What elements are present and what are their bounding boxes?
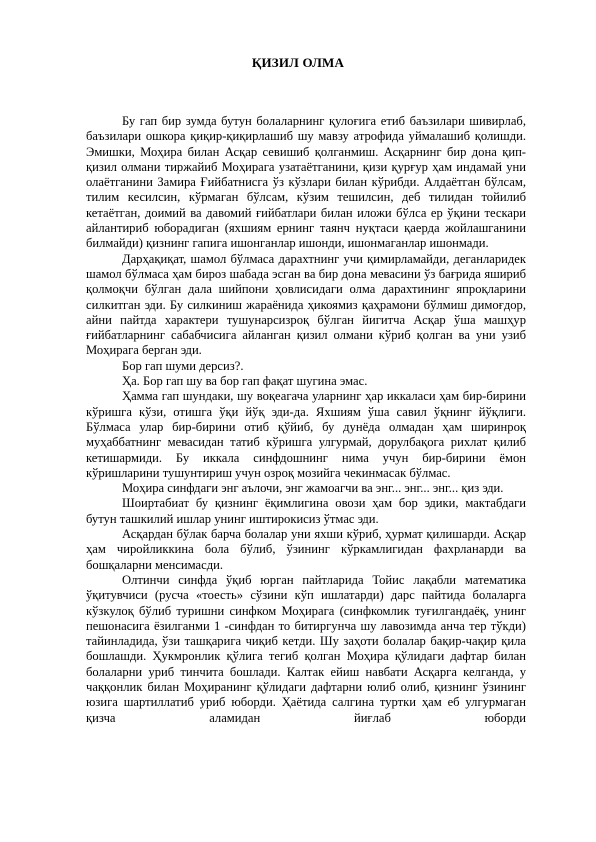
paragraph: Ҳамма гап шундаки, шу воқеагача уларнинг ҳар иккаласи ҳам бир-бирини кўришга кўзи, отишга ўқи йўқ эди-да. Яхшиям ўша савил ўқнинг йўқлиги. Бўлмаса улар бир-бирини отиб қўйиб, бу дунёда олмадан ҳам ширинроқ муҳаббатнинг мевасидан татиб кўришга улгурмай, дорулбақога рихлат қилиб кетишармиди. Бу иккала синфдошнинг нима учун бир-бирини ёмон кўришларини тушунтириш учун озроқ мозийга чекинмасак бўлмас. <box>86 389 526 480</box>
paragraph: Асқардан бўлак барча болалар уни яхши кўриб, ҳурмат қилишарди. Асқар ҳам чиройликкина бола бўлиб, ўзининг кўркамлигидан фахрланарди ва бошқаларни менсимасди. <box>86 527 526 572</box>
paragraph: Дарҳақиқат, шамол бўлмаса дарахтнинг учи қимирламайди, деганларидек шамол бўлмаса ҳам бироз шабада эсган ва бир дона мевасини ўз бағрида яшириб қолмоқчи бўлган дала шийпони ҳовлисидаги олма дарахтининг япроқларини силкитган эди. Бу силкиниш жараёнида ҳикоямиз қаҳрамони бўлмиш димоғдор, айни пайтда характери тушунарсизроқ бўлган йигитча Асқар ўша машҳур ғийбатларнинг сабабчисига айланган қизил олмани кўриб қолган ва уни узиб Моҳирага берган эди. <box>86 251 526 358</box>
page-title: ҚИЗИЛ ОЛМА <box>251 55 345 70</box>
paragraph: Бу гап бир зумда бутун болаларнинг қулоғига етиб баъзилари шивирлаб, баъзилари ошкора қиқир-қиқирлашиб шу мавзу атрофида уймалашиб қолишди. Эмишки, Моҳира билан Асқар севишиб қолганмиш. Асқарнинг бир дона қип-қизил олмани тиржайиб Моҳирага узатаётганини, қизи қурғур ҳам индамай уни олаётганини Замира Ғийбатнисга ўз кўзлари билан кўрибди. Алдаётган бўлсам, тилим кесилсин, кўрмаган бўлсам, кўзим тешилсин, деб тилидан тойилиб кетаётган, доимий ва давомий ғийбатлари билан иложи бўлса ер ўқини тескари айлантириб юборадиган (яхшиям ернинг таянч нуқтаси қаерда жойлашганини билмайди) қизнинг гапига ишонганлар ишонди, ишонмаганлар ишонмади. <box>86 114 526 251</box>
paragraph: Шоиртабиат бу қизнинг ёқимлигина овози ҳам бор эдики, мактабдаги бутун ташкилий ишлар унинг иштирокисиз ўтмас эди. <box>86 496 526 526</box>
paragraph: Олтинчи синфда ўқиб юрган пайтларида Тойис лақабли математика ўқитувчиси (русча «тоесть» сўзини кўп ишлатарди) дарс пайтида болаларга кўзкулоқ бўлиб туришни синфком Моҳирага (синфкомлик туғилгандаёқ, унинг пешонасига ёзилганми 1 -синфдан то битиргунча шу лавозимда анча тер тўкди) тайинладида, ўзи ташқарига чиқиб кетди. Шу заҳоти болалар бақир-чақир қила бошлашди. Ҳукмронлик қўлига тегиб қолган Моҳира қўлидаги дафтар билан болаларни уриб тинчита бошлади. Калтак ейиш навбати Асқарга келганда, у чаққонлик билан Моҳиранинг қўлидаги дафтарни юлиб олиб, қизнинг ўзининг юзига шартиллатиб уриб юборди. Ҳаётида салгина туртки ҳам еб улгурмаган қизча аламидан йиғлаб юборди <box>86 572 526 725</box>
body-text <box>86 114 526 726</box>
paragraph: Моҳира синфдаги энг аълочи, энг жамоагчи ва энг... энг... энг... қиз эди. <box>122 481 504 496</box>
paragraph: Ҳа. Бор гап шу ва бор гап фақат шугина эмас. <box>122 374 368 389</box>
paragraph: Бор гап шуми дерсиз?. <box>122 358 244 373</box>
